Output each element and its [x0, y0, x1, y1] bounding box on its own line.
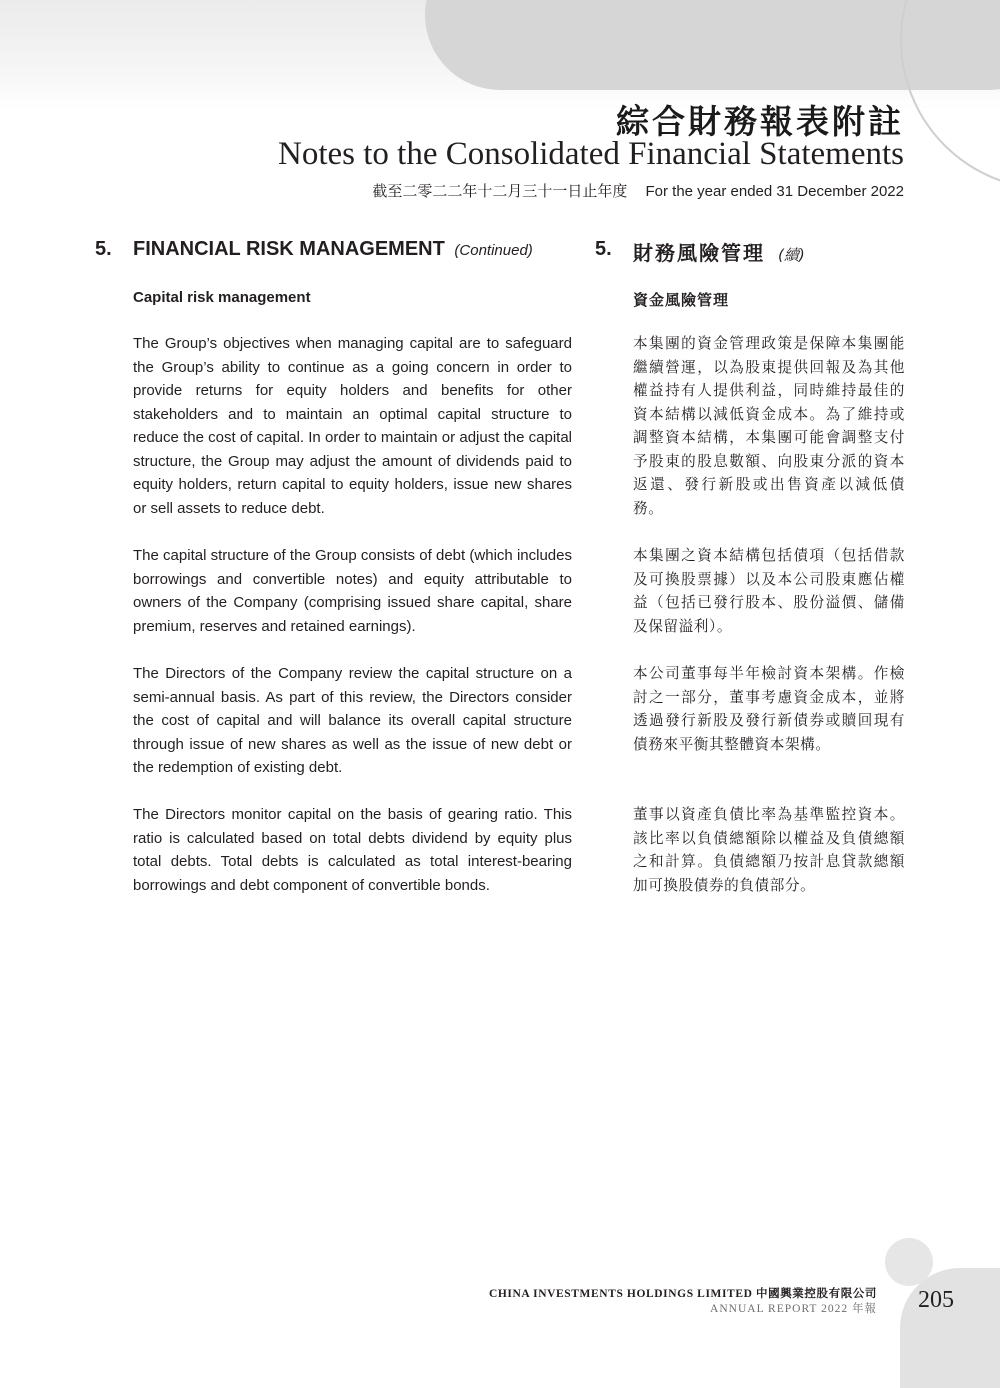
reporting-period: [372, 180, 904, 201]
section-title-zh-text: 財務風險管理: [633, 241, 765, 265]
section-continued-en: (Continued): [454, 242, 533, 259]
footer-report-en: ANNUAL REPORT 2022: [710, 1303, 849, 1315]
footer-report-zh: 年報: [852, 1301, 877, 1315]
paragraph-en-2: The capital structure of the Group consists of debt (which includes borrowings and convertible notes) and equity attributable to owners of the Company (comprising issued share capital, share premium, reserves and retained earnings).: [133, 547, 572, 635]
reporting-period-english: For the year ended 31 December 2022: [645, 183, 904, 200]
section-title-en: [133, 238, 533, 261]
reporting-period-chinese: 截至二零二二年十二月三十一日止年度: [372, 182, 628, 200]
page-title-chinese: 綜合財務報表附註: [616, 102, 904, 141]
page-number: 205: [918, 1287, 954, 1313]
section-title-zh: [633, 237, 805, 266]
footer-decorative-shape: [900, 1268, 1000, 1388]
paragraph-zh-4: 董事以資產負債比率為基準監控資本。該比率以負債總額除以權益及負債總額之和計算。負債總額乃按計息貸款總額加可換股債券的負債部分。: [633, 806, 905, 894]
footer-company-zh: 中國興業控股有限公司: [756, 1286, 877, 1300]
paragraph-zh-2: 本集團之資本結構包括債項（包括借款及可換股票據）以及本公司股東應佔權益（包括已發行股本、股份溢價、儲備及保留溢利）。: [633, 547, 905, 635]
footer-company-name: [489, 1285, 877, 1301]
footer-company-en: CHINA INVESTMENTS HOLDINGS LIMITED: [488, 1288, 753, 1300]
subheading-en: Capital risk management: [133, 289, 311, 306]
paragraph-zh-1: 本集團的資金管理政策是保障本集團能繼續營運，以為股東提供回報及為其他權益持有人提供利益，同時維持最佳的資本結構以減低資金成本。為了維持或調整資本結構，本集團可能會調整支付予股東的股息數額、向股東分派的資本返還、發行新股或出售資產以減低債務。: [633, 335, 905, 517]
header-decorative-arc: [900, 0, 1000, 190]
page-title-english: Notes to the Consolidated Financial Statements: [278, 136, 904, 172]
subheading-zh: 資金風險管理: [633, 291, 730, 309]
paragraph-en-3: The Directors of the Company review the capital structure on a semi-annual basis. As part of this review, the Directors consider the cost of capital and will balance its overall capital structure through issue of new shares as well as the issue of new debt or the redemption of existing debt.: [133, 665, 572, 776]
paragraph-en-1: The Group’s objectives when managing capital are to safeguard the Group’s ability to continue as a going concern in order to provide returns for equity holders and benefits for other stakeholders and to maintain an optimal capital structure to reduce the cost of capital. In order to maintain or adjust the capital structure, the Group may adjust the amount of dividends paid to equity holders, return capital to equity holders, issue new shares or sell assets to reduce debt.: [133, 335, 572, 517]
paragraph-en-4: The Directors monitor capital on the basis of gearing ratio. This ratio is calculated based on total debts dividend by equity plus total debts. Total debts is calculated as total interest-bearing borrowings and debt component of convertible bonds.: [133, 806, 572, 894]
section-number-en: 5.: [95, 238, 112, 260]
section-number-zh: 5.: [595, 238, 612, 260]
footer-report-title: [710, 1300, 877, 1316]
section-title-en-text: FINANCIAL RISK MANAGEMENT: [133, 238, 445, 260]
section-continued-zh: (續): [777, 246, 805, 264]
paragraph-zh-3: 本公司董事每半年檢討資本架構。作檢討之一部分，董事考慮資金成本，並將透過發行新股及發行新債券或贖回現有債務來平衡其整體資本架構。: [633, 665, 905, 753]
